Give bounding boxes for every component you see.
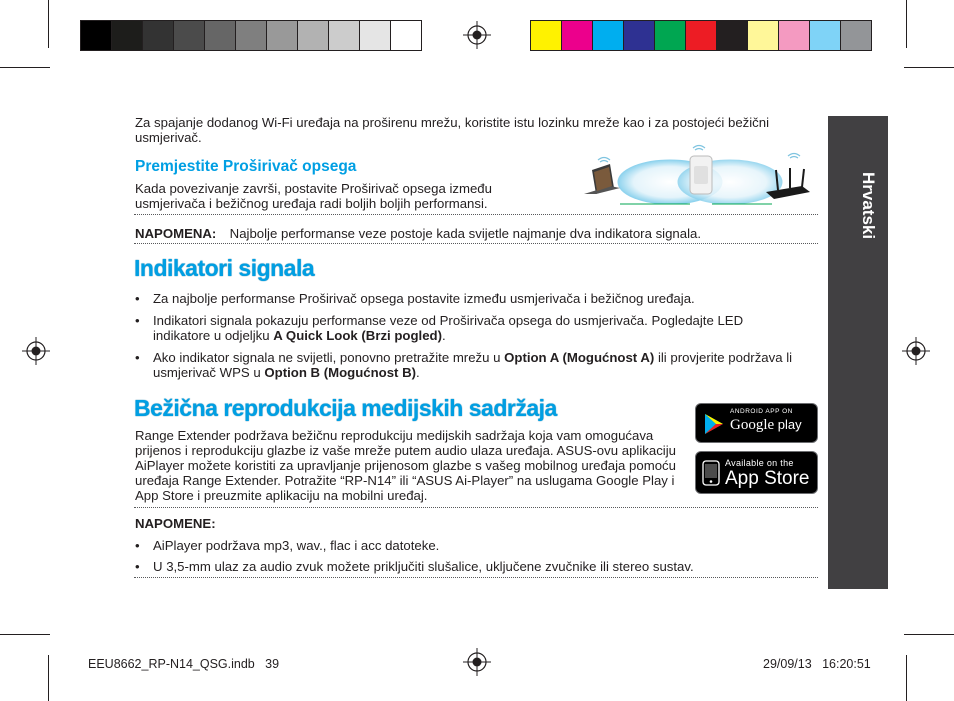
slug-file: EEU8662_RP-N14_QSG.indb 39 [88,657,280,671]
color-swatch [142,20,174,51]
color-swatch [530,20,562,51]
color-swatch [778,20,810,51]
placement-illustration [580,142,815,210]
color-swatch [173,20,205,51]
color-swatch [623,20,655,51]
color-swatch [747,20,779,51]
color-swatch [809,20,841,51]
color-swatch [840,20,872,51]
app-store-label: App Store [725,468,810,489]
google-play-small: ANDROID APP ON [730,408,793,415]
play-triangle-icon [704,413,724,435]
color-swatch [390,20,422,51]
color-swatch [685,20,717,51]
range-extender-icon [690,156,712,194]
sidebar-label: Hrvatski [859,172,878,240]
list-item: • AiPlayer podržava mp3, wav., flac i acc datoteke. [135,538,815,553]
indicator-list [135,291,795,380]
note-label: NAPOMENA: [135,226,217,241]
section-heading-move: Premjestite Proširivač opsega [135,158,357,175]
intro-text: Za spajanje dodanog Wi-Fi uređaja na proširenu mrežu, koristite istu lozinku mreže kao i za postojeći bežični usmjerivač. [135,115,770,145]
note-2-label: NAPOMENE: [135,516,216,531]
list-item: • U 3,5-mm ulaz za audio zvuk možete priključiti slušalice, uključene zvučnike ili stereo sustav. [135,559,815,574]
slug-date: 29/09/13 16:20:51 [763,657,871,671]
color-swatch [328,20,360,51]
color-swatch [561,20,593,51]
list-item: • Indikatori signala pokazuju performanse veze od Proširivača opsega do usmjerivača. Pogledajte LED indikatore u odjeljku A Quick Look (Brzi pogled). [135,313,795,343]
color-swatch [204,20,236,51]
dotted-divider [134,243,818,244]
color-swatch [592,20,624,51]
list-item: • Za najbolje performanse Proširivač opsega postavite između usmjerivača i bežičnog uređaja. [135,291,795,306]
color-swatch [654,20,686,51]
color-swatch [80,20,112,51]
note-text: Najbolje performanse veze postoje kada svijetle najmanje dva indikatora signala. [229,226,702,241]
registration-mark-top [463,21,491,49]
color-swatch [266,20,298,51]
note-1 [135,226,815,241]
section-text-media: Range Extender podržava bežičnu reprodukciju medijskih sadržaja koja vam omogućava prijenos i reprodukciju glazbe iz vaše mreže putem audio ulaza uređaja. ASUS-ovu aplikaciju AiPlayer možete koristiti za upravljanje prijenosom glazbe s vašeg mobilnog uređaja pomoću uređaja Range Extender. Potražite “RP-N14” ili “ASUS Ai-Player” na uslugama Google Play i App Store i preuzmite aplikaciju na mobilni uređaj. [135,428,676,503]
google-play-badge[interactable] [695,403,818,443]
app-store-small: Available on the [725,458,794,468]
apple-icon [702,460,720,486]
color-swatch [235,20,267,51]
registration-mark-bottom [463,648,491,676]
google-play-label: Google play [730,417,802,433]
color-swatch [297,20,329,51]
color-swatch [359,20,391,51]
color-swatch [111,20,143,51]
dotted-divider [134,577,818,578]
section-text-move: Kada povezivanje završi, postavite Proširivač opsega između usmjerivača i bežičnog uređaja radi boljih boljih performansi. [135,181,492,211]
color-swatch [716,20,748,51]
list-item: • Ako indikator signala ne svijetli, ponovno pretražite mrežu u Option A (Mogućnost A) ili provjerite podržava li usmjerivač WPS u Option B (Mogućnost B). [135,350,795,380]
laptop-icon [584,164,620,194]
registration-mark-right [902,337,930,365]
dotted-divider [134,214,818,215]
dotted-divider [134,507,818,508]
app-store-badge[interactable] [695,451,818,494]
note-2-list [135,538,815,574]
section-heading-media: Bežična reprodukcija medijskih sadržaja [134,395,557,421]
section-heading-indicators: Indikatori signala [134,255,315,281]
registration-mark-left [22,337,50,365]
